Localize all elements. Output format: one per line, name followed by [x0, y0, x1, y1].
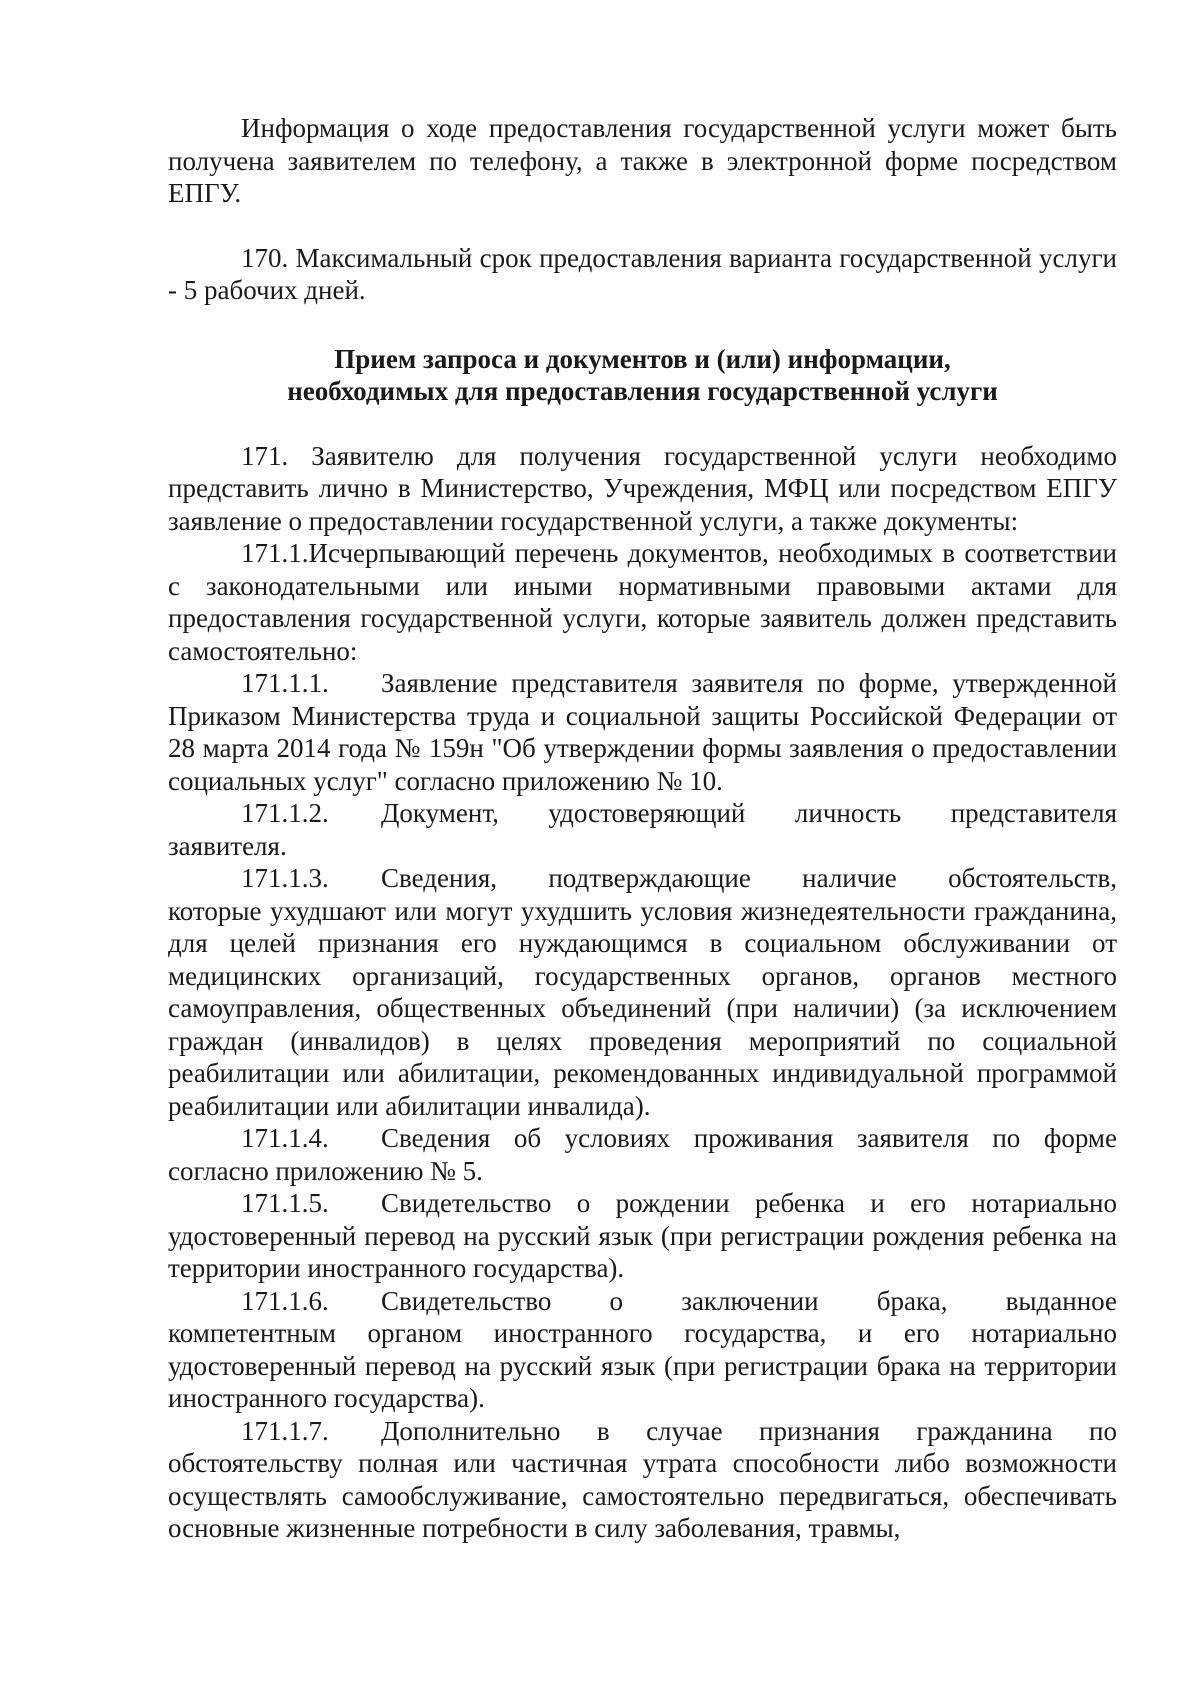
item-first-line: Свидетельство о заключении брака, выданное [381, 1285, 1117, 1316]
item-number: 171.1.4. [241, 1123, 329, 1153]
item-first-line: Документ, удостоверяющий личность представителя [381, 798, 1117, 828]
item-number: 171.1.1. [241, 668, 329, 698]
list-item-171-1-4 [168, 1122, 1117, 1187]
item-number: 171.1.3. [241, 863, 329, 893]
item-first-line: Сведения об условиях проживания заявителя по форме [381, 1123, 1117, 1153]
heading-line-1: Прием запроса и документов и (или) информации, [334, 343, 951, 374]
item-text: Приказом Министерства труда и социальной защиты Российской Федерации от 28 марта 2014 года № 159н "Об утверждении формы заявления о предоставлении социальных услуг" согласно приложению № 10. [168, 700, 1117, 796]
item-text: удостоверенный перевод на русский язык (при регистрации рождения ребенка на территории иностранного государства). [168, 1220, 1117, 1283]
item-text: заявителя. [168, 830, 287, 861]
item-first-line: Сведения, подтверждающие наличие обстоятельств, [381, 863, 1117, 893]
list-item-171-1-5 [168, 1187, 1117, 1285]
paragraph-info: Информация о ходе предоставления государственной услуги может быть получена заявителем по телефону, а также в электронной форме посредством ЕПГУ. [168, 113, 1117, 208]
item-first-line: Дополнительно в случае признания гражданина по [381, 1415, 1117, 1446]
list-item-171-1-7 [168, 1415, 1117, 1545]
paragraph-171: 171. Заявителю для получения государственной услуги необходимо представить лично в Министерство, Учреждения, МФЦ или посредством ЕПГУ заявление о предоставлении государственной услуги, а также документы: [168, 440, 1117, 536]
item-text: обстоятельству полная или частичная утрата способности либо возможности осуществлять самообслуживание, самостоятельно передвигаться, обеспечивать основные жизненные потребности в силу заболевания, травмы, [168, 1448, 1117, 1543]
list-item-171-1-3 [168, 862, 1117, 1122]
section-heading [168, 343, 1117, 408]
item-text: согласно приложению № 5. [168, 1155, 483, 1186]
list-item-171-1-6 [168, 1285, 1117, 1415]
list-item-171-1-2 [168, 797, 1117, 862]
item-number: 171.1.7. [241, 1415, 329, 1446]
paragraph-170: 170. Максимальный срок предоставления варианта государственной услуги - 5 рабочих дней. [168, 242, 1117, 305]
item-first-line: Свидетельство о рождении ребенка и его нотариально [381, 1188, 1117, 1218]
item-number: 171.1.6. [241, 1285, 329, 1316]
paragraph-171-1: 171.1.Исчерпывающий перечень документов, необходимых в соответствии с законодательными или иными нормативными правовыми актами для предоставления государственной услуги, которые заявитель должен представить самостоятельно: [168, 538, 1117, 666]
list-item-171-1-1 [168, 667, 1117, 797]
item-first-line: Заявление представителя заявителя по форме, утвержденной [381, 668, 1117, 698]
item-number: 171.1.2. [241, 798, 329, 828]
item-text: компетентным органом иностранного государства, и его нотариально удостоверенный перевод на русский язык (при регистрации брака на территории иностранного государства). [168, 1318, 1117, 1413]
document-text [168, 112, 1117, 1545]
item-number: 171.1.5. [241, 1188, 329, 1218]
heading-line-2: необходимых для предоставления государственной услуги [287, 376, 998, 406]
item-text: которые ухудшают или могут ухудшить условия жизнедеятельности гражданина, для целей признания его нуждающимся в социальном обслуживании от медицинских организаций, государственных органов, органов местного самоуправления, общественных объединений (при наличии) (за исключением граждан (инвалидов) в целях проведения мероприятий по социальной реабилитации или абилитации, рекомендованных индивидуальной программой реабилитации или абилитации инвалида). [168, 895, 1117, 1121]
